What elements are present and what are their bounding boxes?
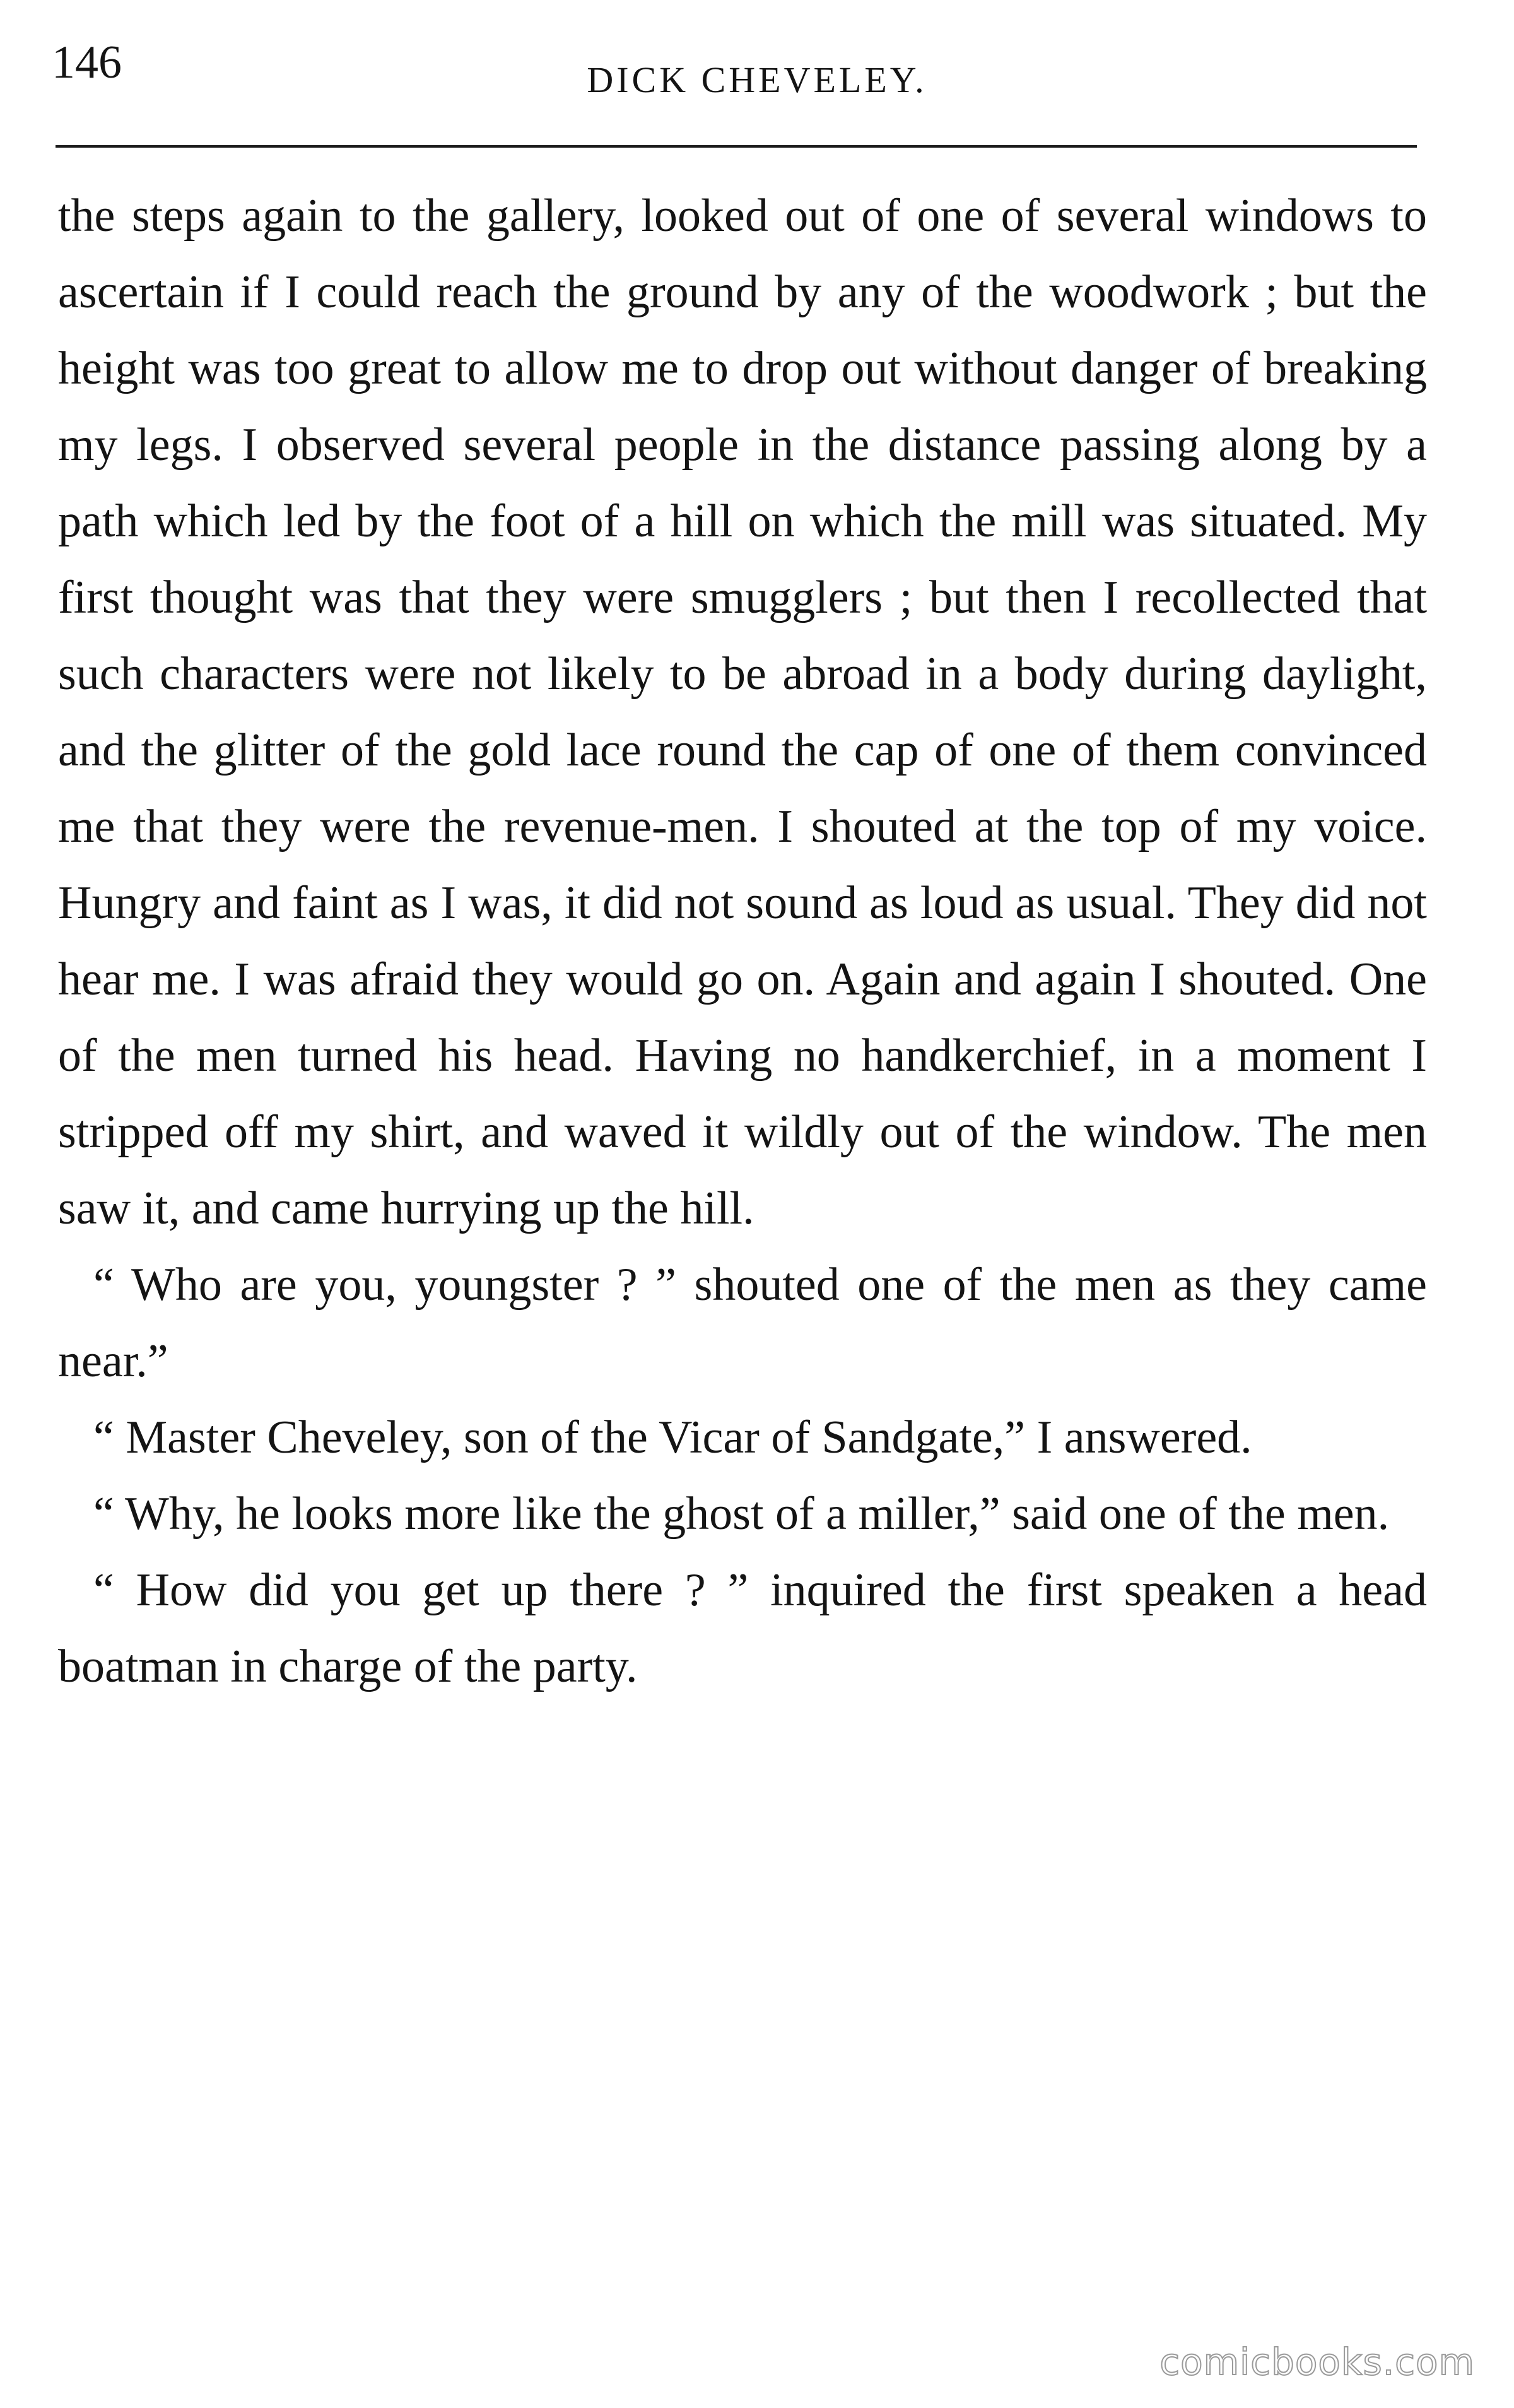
paragraph-dialogue: “ Who are you, youngster ? ” shouted one of the men as they came near.” xyxy=(58,1259,1427,1387)
body-text xyxy=(58,178,1427,1705)
paragraph-dialogue: “ How did you get up there ? ” inquired the first speaken a head boatman in charge of the party. xyxy=(58,1564,1427,1692)
running-title: DICK CHEVELEY. xyxy=(587,59,927,100)
paragraph-continued: the steps again to the gallery, looked out of one of several windows to ascertain if I could reach the ground by any of the woodwork ; but the height was too great to allow me to drop out without danger of breaking my legs. I observed several people in the distance passing along by a path which led by the foot of a hill on which the mill was situated. My first thought was that they were smugglers ; but then I recollected that such characters were not likely to be abroad in a body during daylight, and the glitter of the gold lace round the cap of one of them convinced me that they were the revenue-men. I shouted at the top of my voice. Hungry and faint as I was, it did not sound as loud as usual. They did not hear me. I was afraid they would go on. Again and again I shouted. One of the men turned his head. Having no handkerchief, in a moment I stripped off my shirt, and waved it wildly out of the window. The men saw it, and came hurrying up the hill. xyxy=(58,190,1427,1234)
header-rule xyxy=(56,145,1417,148)
site-watermark: comicbooks.com xyxy=(1159,2340,1475,2383)
paragraph-dialogue: “ Master Cheveley, son of the Vicar of Sandgate,” I answered. xyxy=(93,1412,1252,1463)
page-number: 146 xyxy=(52,37,122,88)
paragraph-dialogue: “ Why, he looks more like the ghost of a miller,” said one of the men. xyxy=(93,1488,1390,1540)
